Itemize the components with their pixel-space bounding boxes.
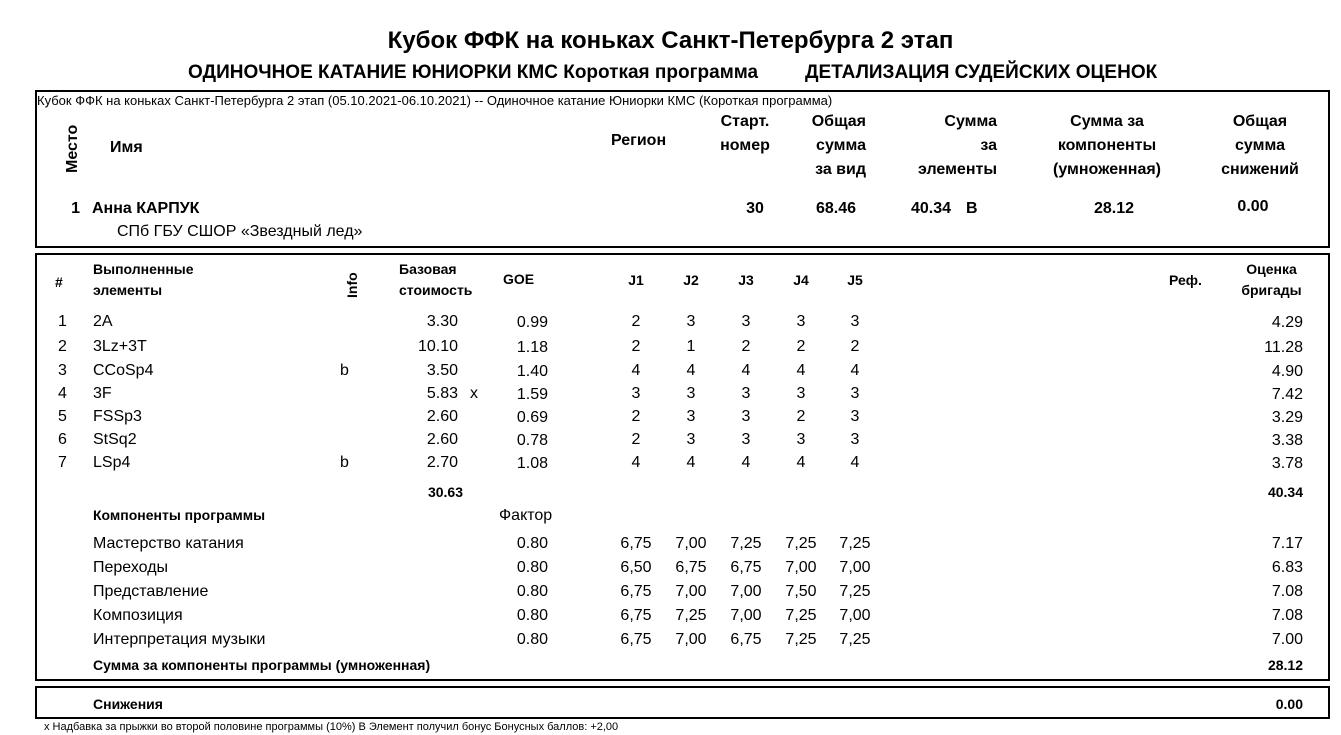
- component-judge-1: 6,75: [620, 631, 652, 648]
- components-header: Компоненты программы: [93, 507, 266, 523]
- element-panel-score: 3.29: [1271, 409, 1303, 426]
- element-judge-3: 3: [741, 408, 751, 425]
- judge-5-header: J5: [847, 272, 863, 288]
- component-judge-5: 7,25: [839, 631, 871, 648]
- info-header: Info: [344, 272, 360, 298]
- element-judge-5: 3: [850, 385, 860, 402]
- component-name: Мастерство катания: [93, 535, 244, 552]
- element-panel-score: 4.29: [1271, 314, 1303, 331]
- component-judge-5: 7,25: [839, 535, 871, 552]
- component-score: 7.08: [1271, 607, 1303, 624]
- component-judge-4: 7,00: [785, 559, 817, 576]
- place-header: Место: [64, 124, 81, 173]
- component-judge-1: 6,75: [620, 607, 652, 624]
- skater-start-number: 30: [746, 200, 764, 217]
- element-judge-4: 3: [796, 313, 806, 330]
- element-judge-4: 4: [796, 362, 806, 379]
- element-judge-2: 3: [686, 385, 696, 402]
- element-judge-2: 4: [686, 454, 696, 471]
- skater-deductions: 0.00: [1237, 198, 1269, 215]
- component-score: 7.08: [1271, 583, 1303, 600]
- element-judge-5: 4: [850, 362, 860, 379]
- element-num: 7: [58, 454, 67, 471]
- element-base: 2.60: [426, 431, 458, 448]
- element-base: 3.30: [426, 313, 458, 330]
- element-panel-score: 4.90: [1271, 363, 1303, 380]
- component-judge-3: 7,00: [730, 583, 762, 600]
- element-judge-2: 4: [686, 362, 696, 379]
- element-judge-5: 3: [850, 408, 860, 425]
- judge-4-header: J4: [793, 272, 809, 288]
- component-judge-1: 6,50: [620, 559, 652, 576]
- component-judge-3: 7,00: [730, 607, 762, 624]
- element-judge-1: 3: [631, 385, 641, 402]
- element-base: 2.60: [426, 408, 458, 425]
- element-info: b: [340, 454, 349, 471]
- element-judge-5: 3: [850, 313, 860, 330]
- element-judge-1: 2: [631, 313, 641, 330]
- element-base: 2.70: [426, 454, 458, 471]
- component-name: Представление: [93, 583, 209, 600]
- component-factor: 0.80: [516, 583, 548, 600]
- judge-1-header: J1: [628, 272, 644, 288]
- component-score: 7.17: [1271, 535, 1303, 552]
- element-judge-2: 3: [686, 431, 696, 448]
- element-num: 3: [58, 362, 67, 379]
- element-judge-4: 2: [796, 408, 806, 425]
- element-goe: 0.99: [516, 314, 548, 331]
- skater-components-score: 28.12: [1093, 200, 1135, 217]
- element-judge-5: 2: [850, 338, 860, 355]
- component-name: Композиция: [93, 607, 183, 624]
- elements-score-header: Сумма за элементы: [918, 113, 997, 178]
- element-name: CCoSp4: [93, 362, 154, 379]
- element-judge-5: 4: [850, 454, 860, 471]
- goe-header: GOE: [503, 271, 535, 287]
- element-judge-3: 3: [741, 313, 751, 330]
- component-judge-5: 7,00: [839, 559, 871, 576]
- deductions-total: 0.00: [1275, 696, 1303, 712]
- program-subtitle: ОДИНОЧНОЕ КАТАНИЕ ЮНИОРКИ КМС Короткая программа: [188, 62, 759, 83]
- element-judge-5: 3: [850, 431, 860, 448]
- element-judge-3: 4: [741, 362, 751, 379]
- footnote: x Надбавка за прыжки во второй половине программы (10%) B Элемент получил бонус Бонусных баллов: +2,00: [44, 721, 619, 733]
- executed-elements-header: Выполненные элементы: [93, 261, 194, 298]
- component-judge-2: 7,00: [675, 631, 707, 648]
- components-score-header: Сумма за компоненты (умноженная): [1053, 113, 1161, 178]
- component-judge-3: 6,75: [730, 631, 762, 648]
- element-panel-score: 3.78: [1271, 455, 1303, 472]
- element-num: 1: [58, 313, 67, 330]
- component-name: Переходы: [93, 559, 169, 576]
- base-value-header: Базовая стоимость: [399, 261, 473, 298]
- component-judge-2: 6,75: [675, 559, 707, 576]
- component-judge-4: 7,25: [785, 607, 817, 624]
- skater-total: 68.46: [815, 200, 856, 217]
- element-judge-1: 4: [631, 454, 641, 471]
- element-num: 2: [58, 338, 67, 355]
- element-judge-3: 3: [741, 385, 751, 402]
- element-goe: 0.78: [516, 432, 548, 449]
- element-goe: 1.08: [516, 455, 548, 472]
- skater-elements-score: 40.34: [910, 200, 951, 217]
- element-name: 3F: [93, 385, 112, 402]
- element-judge-2: 1: [686, 338, 696, 355]
- component-judge-4: 7,25: [785, 535, 817, 552]
- element-judge-1: 4: [631, 362, 641, 379]
- name-header: Имя: [110, 139, 143, 156]
- region-header: Регион: [611, 132, 667, 149]
- element-name: FSSp3: [93, 408, 142, 425]
- factor-header: Фактор: [499, 507, 553, 524]
- element-judge-4: 2: [796, 338, 806, 355]
- elements-base-total: 30.63: [427, 484, 463, 500]
- judge-2-header: J2: [683, 272, 699, 288]
- skater-place: 1: [71, 200, 80, 217]
- component-name: Интерпретация музыки: [93, 631, 266, 648]
- components-total-label: Сумма за компоненты программы (умноженная): [93, 657, 431, 673]
- component-judge-2: 7,00: [675, 583, 707, 600]
- element-base: 3.50: [426, 362, 458, 379]
- element-base: 5.83: [426, 385, 458, 402]
- total-score-header: Общая сумма за вид: [811, 113, 866, 178]
- element-name: 2A: [93, 313, 113, 330]
- element-num: 4: [58, 385, 67, 402]
- component-judge-5: 7,00: [839, 607, 871, 624]
- elements-total: 40.34: [1267, 484, 1303, 500]
- component-judge-2: 7,25: [675, 607, 707, 624]
- start-number-header: Старт. номер: [720, 113, 770, 154]
- element-num-header: #: [55, 274, 63, 290]
- element-judge-1: 2: [631, 338, 641, 355]
- element-panel-score: 3.38: [1271, 432, 1303, 449]
- page-title: Кубок ФФК на коньках Санкт-Петербурга 2 этап: [387, 27, 954, 54]
- element-judge-1: 2: [631, 408, 641, 425]
- component-judge-3: 7,25: [730, 535, 762, 552]
- element-base: 10.10: [417, 338, 458, 355]
- component-judge-4: 7,50: [785, 583, 817, 600]
- component-judge-4: 7,25: [785, 631, 817, 648]
- judge-3-header: J3: [738, 272, 754, 288]
- element-judge-3: 3: [741, 431, 751, 448]
- element-judge-4: 3: [796, 431, 806, 448]
- skater-name: Анна КАРПУК: [92, 200, 200, 217]
- element-info: b: [340, 362, 349, 379]
- component-factor: 0.80: [516, 631, 548, 648]
- deductions-header: Общая сумма снижений: [1221, 113, 1299, 178]
- element-num: 5: [58, 408, 67, 425]
- event-line: Кубок ФФК на коньках Санкт-Петербурга 2 этап (05.10.2021-06.10.2021) -- Одиночное катание Юниорки КМС (Короткая программа): [37, 93, 833, 108]
- element-judge-2: 3: [686, 313, 696, 330]
- element-num: 6: [58, 431, 67, 448]
- component-factor: 0.80: [516, 559, 548, 576]
- element-judge-2: 3: [686, 408, 696, 425]
- element-bonus-flag: x: [470, 385, 478, 402]
- component-judge-1: 6,75: [620, 583, 652, 600]
- referee-header: Реф.: [1169, 272, 1202, 288]
- element-judge-3: 2: [741, 338, 751, 355]
- element-judge-1: 2: [631, 431, 641, 448]
- element-name: 3Lz+3T: [93, 338, 147, 355]
- deductions-label: Снижения: [93, 696, 163, 712]
- report-subtitle: ДЕТАЛИЗАЦИЯ СУДЕЙСКИХ ОЦЕНОК: [805, 62, 1158, 83]
- panel-score-header: Оценка бригады: [1241, 261, 1302, 298]
- component-factor: 0.80: [516, 607, 548, 624]
- element-panel-score: 11.28: [1264, 339, 1303, 356]
- element-goe: 1.18: [516, 339, 548, 356]
- element-judge-4: 3: [796, 385, 806, 402]
- component-factor: 0.80: [516, 535, 548, 552]
- element-panel-score: 7.42: [1271, 386, 1303, 403]
- component-score: 7.00: [1271, 631, 1303, 648]
- component-judge-2: 7,00: [675, 535, 707, 552]
- components-total: 28.12: [1267, 657, 1303, 673]
- element-judge-4: 4: [796, 454, 806, 471]
- skater-club: СПб ГБУ СШОР «Звездный лед»: [117, 223, 363, 240]
- element-goe: 0.69: [516, 409, 548, 426]
- element-name: StSq2: [93, 431, 137, 448]
- element-name: LSp4: [93, 454, 131, 471]
- component-judge-3: 6,75: [730, 559, 762, 576]
- element-judge-3: 4: [741, 454, 751, 471]
- deductions-box: [35, 686, 1330, 719]
- component-judge-5: 7,25: [839, 583, 871, 600]
- component-score: 6.83: [1271, 559, 1303, 576]
- element-goe: 1.40: [516, 363, 548, 380]
- skater-elements-flag: B: [966, 200, 978, 217]
- component-judge-1: 6,75: [620, 535, 652, 552]
- element-goe: 1.59: [516, 386, 548, 403]
